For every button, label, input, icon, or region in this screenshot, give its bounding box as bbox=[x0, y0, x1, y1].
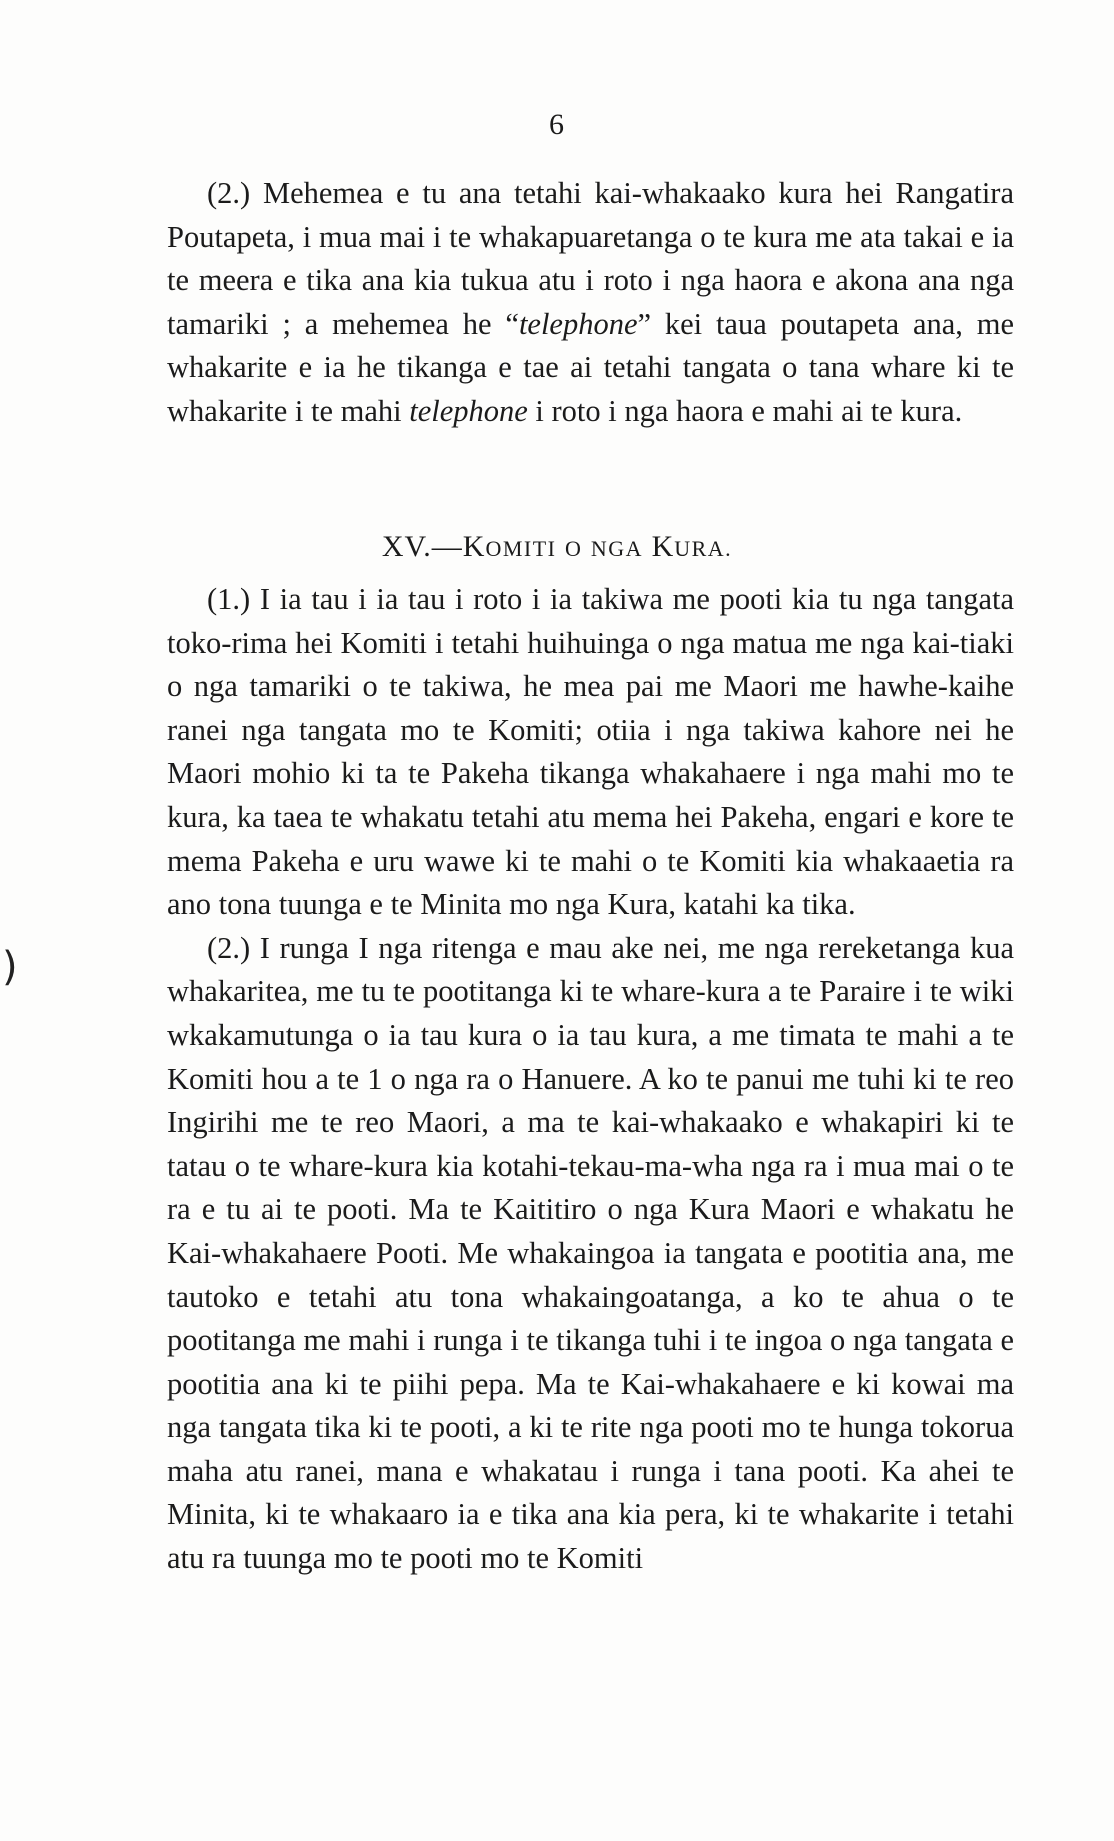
paragraph-clause-1: (1.) I ia tau i ia tau i roto i ia takiwa me pooti kia tu nga tangata toko-rima hei Komiti i tetahi huihuinga o nga matua me nga kai-tiaki o nga tamariki o te takiwa, he mea pai me Maori me hawhe-kaihe ranei nga tangata mo te Komiti; otiia i nga takiwa kahore nei he Maori mohio ki ta te Pakeha tikanga whakahaere i nga mahi mo te kura, ka taea te whakatu tetahi atu mema hei Pakeha, engari e kore te mema Pakeha e uru wawe ki te mahi o te Komiti kia whakaaetia ra ano tona tuunga e te Minita mo nga Kura, katahi ka tika. bbox=[167, 582, 1014, 922]
heading-small-caps: OMITI bbox=[485, 536, 557, 561]
heading-small-caps: URA. bbox=[674, 536, 733, 561]
heading-small-caps: NGA bbox=[590, 536, 644, 561]
section-15-body bbox=[167, 578, 1014, 1581]
italic-term: telephone bbox=[518, 306, 638, 341]
heading-small-caps: O bbox=[565, 536, 583, 561]
section-heading bbox=[0, 530, 1114, 564]
section-14-clause-2 bbox=[167, 172, 1014, 434]
heading-cap: K bbox=[651, 530, 675, 563]
page-number: 6 bbox=[549, 108, 565, 141]
section-numeral: XV.— bbox=[381, 530, 463, 563]
paragraph-clause-2: (2.) I runga I nga ritenga e mau ake nei, me nga rereketanga kua whakaritea, me tu te pootitanga ki te whare-kura a te Paraire i te wiki wkakamutunga o ia tau kura o ia tau kura, a me timata te mahi a te Komiti hou a te 1 o nga ra o Hanuere. A ko te panui me tuhi ki te reo Ingirihi me te reo Maori, a ma te kai-whakaako e whakapiri ki te tatau o te whare-kura kia kotahi-tekau-ma-wha nga ra i mua mai o te ra e tu ai te pooti. Ma te Kaititiro o nga Kura Maori e whakatu he Kai-whakahaere Pooti. Me whakaingoa ia tangata e pootitia ana, me tautoko e tetahi atu tona whakaingoatanga, a ko te ahua o te pootitanga me mahi i runga i te tikanga tuhi i te ingoa o nga tangata e pootitia ana ki te piihi pepa. Ma te Kai-whakahaere e ki kowai ma nga tangata tika ki te pooti, a ki te rite nga pooti mo te hunga tokorua maha atu ranei, mana e whakatau i runga i tana pooti. Ka ahei te Minita, ki te whakaaro ia e tika ana kia pera, ki te whakarite i tetahi atu ra tuunga mo te pooti mo te Komiti bbox=[167, 930, 1014, 1576]
margin-bracket-mark: ) bbox=[2, 944, 18, 990]
paragraph-text: i roto i nga haora e mahi ai te kura. bbox=[527, 393, 963, 428]
paragraph bbox=[167, 172, 1014, 434]
italic-term: telephone bbox=[409, 393, 528, 428]
paragraph-text: (2.) Mehemea e tu ana tetahi kai-whakaako kura hei Rangatira Poutapeta, i mua mai i te whakapuaretanga o te kura me ata takai e ia te meera e tika ana kia tukua atu i roto i nga haora e akona ana nga tamariki ; a mehemea he “ bbox=[167, 176, 1014, 341]
heading-cap: K bbox=[462, 530, 486, 563]
paragraph-text: ” kei taua poutapeta ana, me whakarite e ia he tikanga e tae ai tetahi tangata o tana whare ki te whakarite i te mahi bbox=[167, 306, 1014, 428]
